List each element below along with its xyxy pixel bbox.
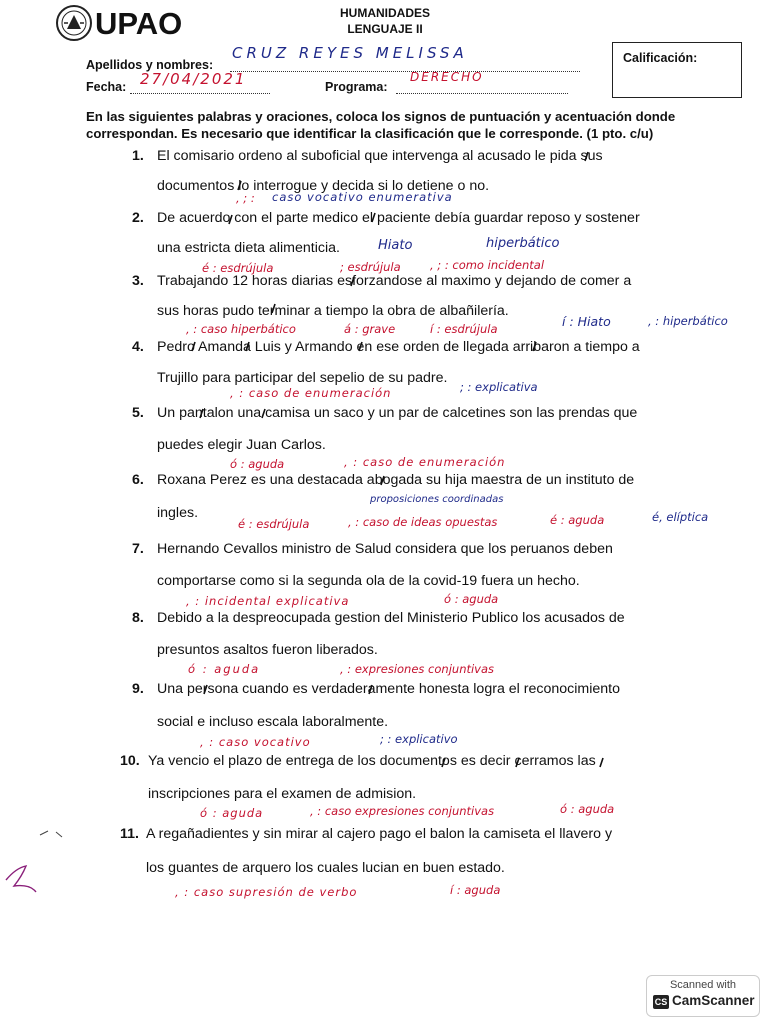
annotation-red: , : caso vocativo [200,735,311,749]
comma-mark [238,181,241,190]
question-line-1: Debido a la despreocupada gestion del Ministerio Publico los acusados de [157,610,625,626]
subject-title: HUMANIDADES [340,6,430,20]
question-number: 4. [132,339,144,355]
question-line-1: De acuerdo con el parte medico el paciente debía guardar reposo y sostener [157,210,640,226]
question-line-2: presuntos asaltos fueron liberados. [157,642,378,658]
question-line-1: Ya vencio el plazo de entrega de los documentos es decir cerramos las [148,753,596,769]
comma-mark [516,758,519,767]
annotation-red: í : aguda [450,883,501,897]
comma-mark [369,685,372,694]
comma-mark [381,476,384,485]
question-line-2: sus horas pudo terminar a tiempo la obra de albañilería. [157,303,509,319]
program-label: Programa: [325,80,388,94]
camscanner-logo-icon: CS [654,997,668,1007]
annotation-blue: , : hiperbático [648,314,728,328]
question-line-2: ingles. [157,505,199,521]
comma-mark [262,409,265,418]
question-line-2: social e incluso escala laboralmente. [157,714,389,730]
annotation-red: ó : aguda [200,806,264,820]
annotation-red: á : grave [344,322,396,336]
annotation-red: é : esdrújula [238,517,310,531]
question-line-2: documentos lo interrogue y decida si lo detiene o no. [157,178,490,194]
comma-mark [600,758,603,767]
annotation-blue: Hiato [378,238,413,253]
question-line-1: Una persona cuando es verdaderamente honesta logra el reconocimiento [157,681,620,697]
question-line-1: Un pantalon una camisa un saco y un par de calcetines son las prendas que [157,405,638,421]
annotation-red: ó : aguda [188,662,261,676]
question-line-1: Hernando Cevallos ministro de Salud considera que los peruanos deben [157,541,613,557]
question-number: 3. [132,273,144,289]
question-number: 10. [120,753,140,769]
comma-mark [372,213,375,222]
annotation-red: , : caso supresión de verbo [175,885,358,899]
question-number: 5. [132,405,144,421]
comma-mark [533,342,536,351]
date-value: 27/04/2021 [140,70,247,88]
annotation-red: ó : aguda [444,592,499,606]
question-number: 8. [132,610,144,626]
question-line-1: Trabajando 12 horas diarias esforzandose al maximo y dejando de comer a [157,273,632,289]
annotation-red: é : aguda [550,513,605,527]
question-line-2: inscripciones para el examen de admision. [148,786,417,802]
annotation-red: , : caso hiperbático [186,322,296,336]
annotation-red: , : caso de ideas opuestas [348,515,498,529]
comma-mark [442,758,445,767]
question-number: 9. [132,681,144,697]
annotation-red: , ; : como incidental [430,258,545,272]
comma-mark [200,409,203,418]
question-number: 1. [132,148,144,164]
date-label: Fecha: [86,80,127,94]
question-line-1: A regañadientes y sin mirar al cajero pago el balon la camiseta el llavero y [146,826,613,842]
question-number: 2. [132,210,144,226]
comma-mark [351,277,354,286]
question-line-2: una estricta dieta alimenticia. [157,240,340,256]
annotation-red: , ; : [236,191,255,205]
annotation-red: ; esdrújula [340,260,401,274]
annotation-blue: í : Hiato [562,314,611,329]
comma-mark [229,215,232,224]
annotation-red: ó : aguda [230,457,285,471]
question-line-2: comportarse como si la segunda ola de la covid-19 fuera un hecho. [157,573,580,589]
instructions: En las siguientes palabras y oraciones, coloca los signos de puntuación y acentuación donde correspondan. Es necesario que identificar la clasificación que le corresponde. (1 pto. c/u) [86,109,676,141]
question-number: 7. [132,541,144,557]
annotation-red: é : esdrújula [202,261,274,275]
camscanner-watermark [646,975,760,1017]
names-value: CRUZ REYES MELISSA [232,44,468,62]
annotation-red: ó : aguda [560,802,615,816]
program-value: DERECHO [410,70,484,84]
comma-mark [204,685,207,694]
comma-mark [192,342,195,351]
annotation-blue: proposiciones coordinadas [370,494,504,505]
comma-mark [585,152,588,161]
comma-mark [246,342,249,351]
grade-label: Calificación: [623,51,698,65]
stray-ink-mark [40,831,62,837]
question-line-2: Trujillo para participar del sepelio de su padre. [157,370,448,386]
question-line-2: los guantes de arquero los cuales lucian en buen estado. [146,860,505,876]
annotation-red: , : expresiones conjuntivas [340,662,495,676]
annotation-red: , : caso de enumeración [344,455,506,469]
annotation-blue: ; : explicativa [460,380,538,394]
course-title: LENGUAJE II [347,22,423,36]
annotation-red: , : caso de enumeración [230,386,392,400]
names-label: Apellidos y nombres: [86,58,214,72]
scanned-with-text: Scanned with [669,979,737,991]
question-line-1: El comisario ordeno al suboficial que intervenga al acusado le pida sus [157,148,603,164]
camscanner-name: CamScanner [672,993,755,1008]
question-line-2: puedes elegir Juan Carlos. [157,437,326,453]
stray-ink-mark [6,866,36,892]
comma-mark [272,304,275,313]
question-number: 6. [132,472,144,488]
question-line-1: Pedro Amanda Luis y Armando en ese orden de llegada arribaron a tiempo a [157,339,640,355]
annotation-red: , : incidental explicativa [186,594,350,608]
annotation-red: í : esdrújula [430,322,498,336]
comma-mark [359,342,362,351]
annotation-blue: ; : explicativo [380,732,458,746]
logo-text: UPAO [95,6,183,41]
annotation-blue: hiperbático [486,236,560,251]
annotation-blue: caso vocativo enumerativa [272,190,453,204]
question-line-1: Roxana Perez es una destacada abogada su hija maestra de un instituto de [157,472,635,488]
annotation-blue: é, elíptica [652,510,709,524]
annotation-red: , : caso expresiones conjuntivas [310,804,495,818]
question-number: 11. [120,826,139,842]
